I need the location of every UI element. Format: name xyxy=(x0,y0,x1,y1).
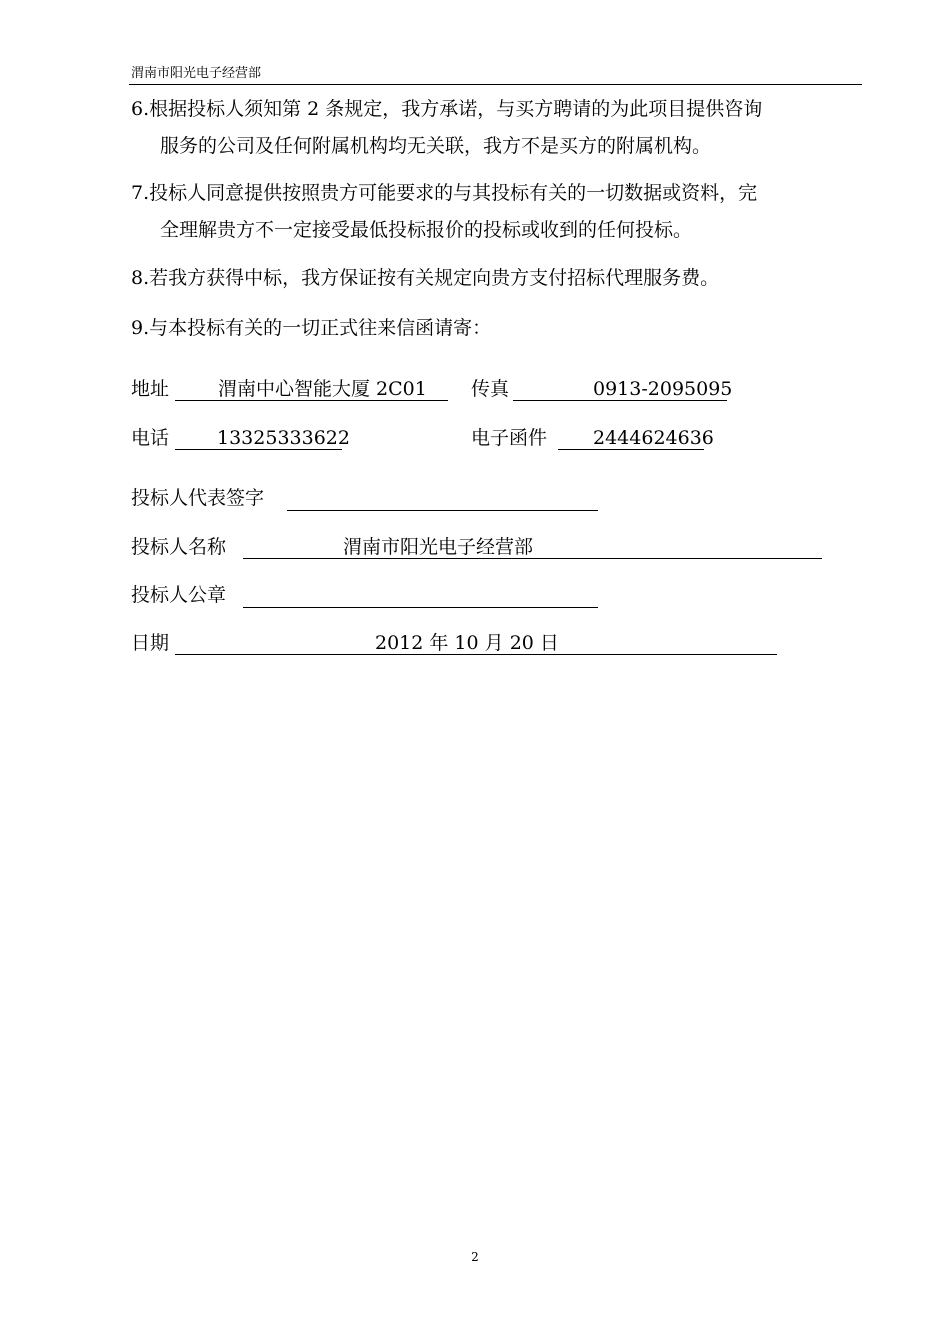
date-field: 2012 年 10 月 20 日 xyxy=(175,631,777,655)
address-label: 地址 xyxy=(131,378,170,400)
page-number: 2 xyxy=(471,1250,479,1264)
email-label: 电子函件 xyxy=(471,427,548,449)
clause-8-line1: 8.若我方获得中标，我方保证按有关规定向贵方支付招标代理服务费。 xyxy=(131,267,720,289)
clause-7 xyxy=(131,175,866,249)
phone-field: 13325333622 xyxy=(175,426,342,450)
address-field: 渭南中心智能大厦 2C01 xyxy=(175,377,448,401)
bidder-seal-field xyxy=(243,583,598,608)
running-header: 渭南市阳光电子经营部 xyxy=(131,66,262,81)
clause-6-line1: 6.根据投标人须知第 2 条规定，我方承诺，与买方聘请的为此项目提供咨询 xyxy=(131,98,763,120)
date-label: 日期 xyxy=(131,632,170,654)
clause-6 xyxy=(131,91,866,165)
clause-9-line1: 9.与本投标有关的一切正式往来信函请寄： xyxy=(131,317,492,339)
fax-field: 0913-2095095 xyxy=(513,377,727,401)
header-divider xyxy=(129,84,862,85)
bidder-seal-label: 投标人公章 xyxy=(131,584,227,606)
representative-signature-label: 投标人代表签字 xyxy=(131,487,265,509)
representative-signature-field xyxy=(287,486,598,511)
email-field: 2444624636 xyxy=(558,426,704,450)
phone-label: 电话 xyxy=(131,427,170,449)
clause-7-line1: 7.投标人同意提供按照贵方可能要求的与其投标有关的一切数据或资料，完 xyxy=(131,182,758,204)
bidder-name-field: 渭南市阳光电子经营部 xyxy=(243,535,822,559)
fax-label: 传真 xyxy=(471,378,510,400)
clause-9 xyxy=(131,310,866,347)
clause-6-line2: 服务的公司及任何附属机构均无关联，我方不是买方的附属机构。 xyxy=(160,135,712,157)
clause-7-line2: 全理解贵方不一定接受最低投标报价的投标或收到的任何投标。 xyxy=(160,219,693,241)
bidder-name-label: 投标人名称 xyxy=(131,536,227,558)
clause-8 xyxy=(131,260,866,297)
